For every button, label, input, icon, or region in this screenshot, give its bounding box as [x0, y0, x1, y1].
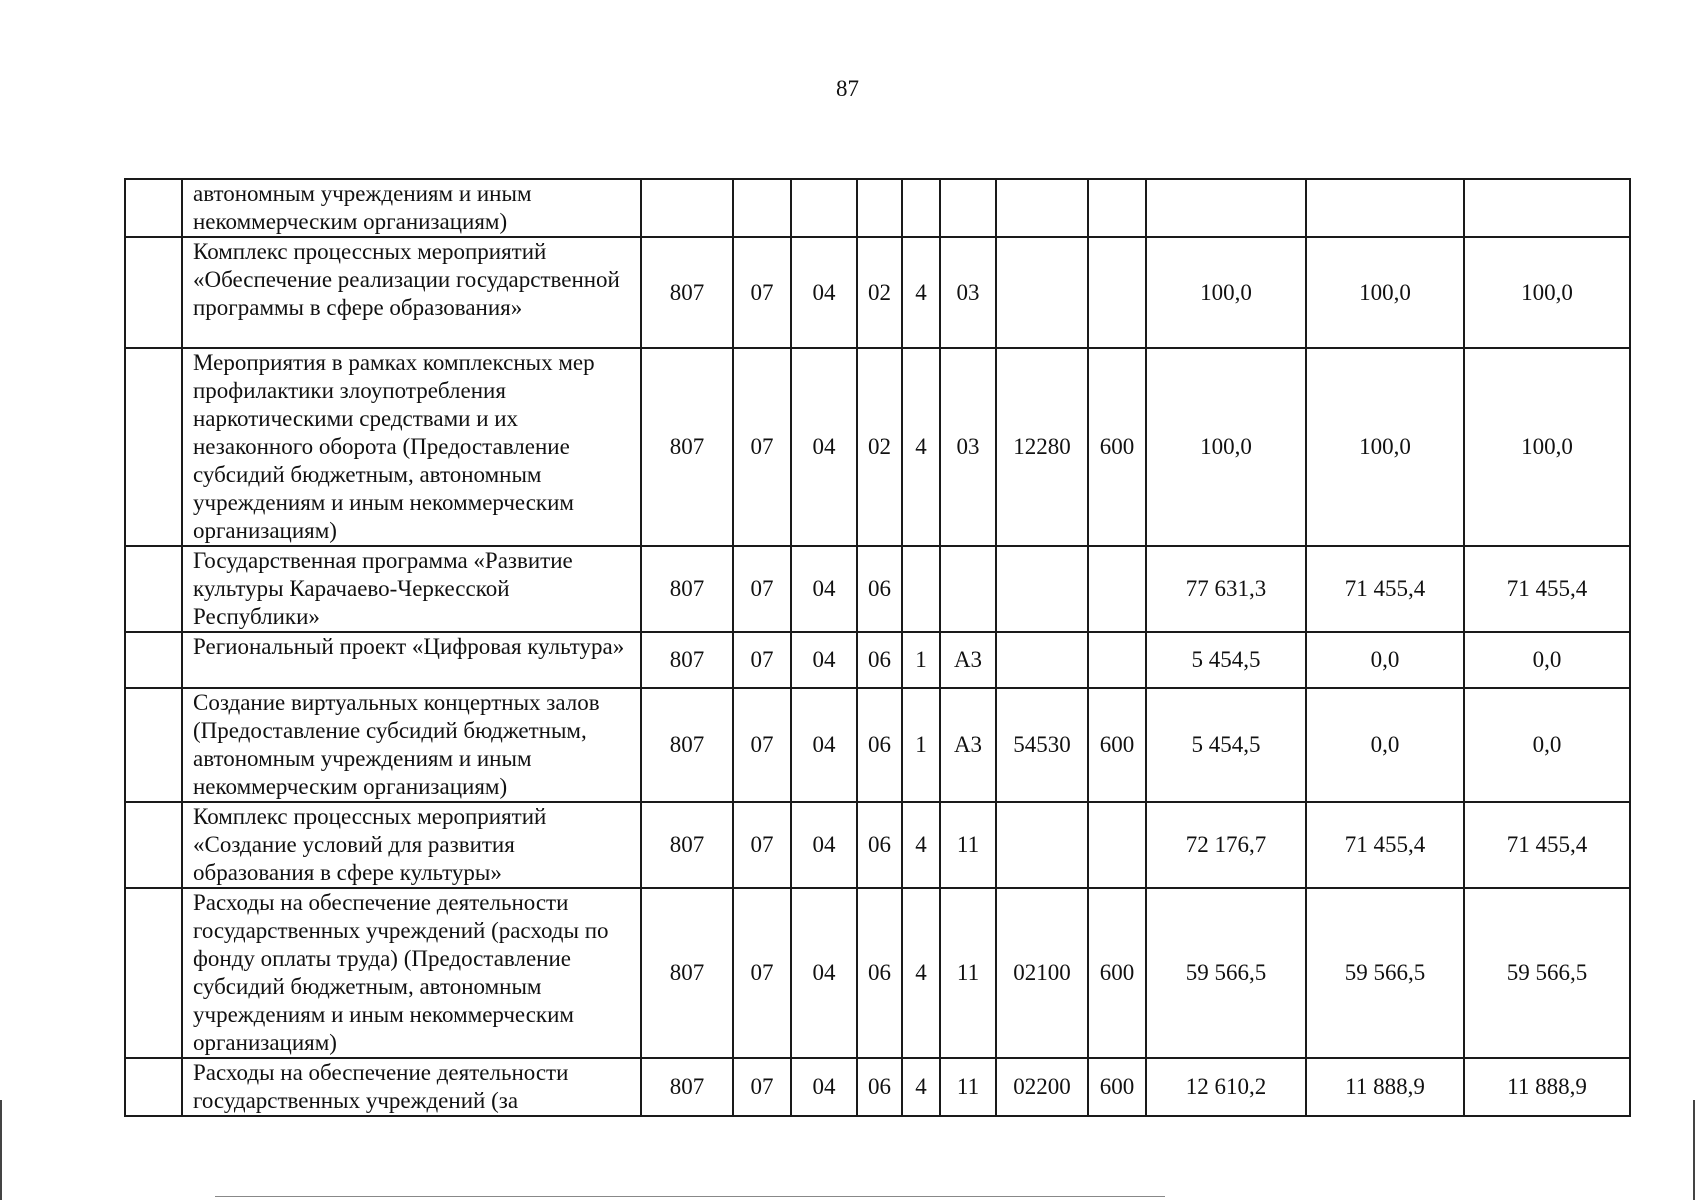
program-code-cell: 06	[857, 1058, 902, 1116]
table-row	[125, 688, 1630, 802]
direction-code-cell: 11	[940, 1058, 996, 1116]
table-row	[125, 888, 1630, 1058]
amount-year-3-cell	[1464, 179, 1630, 237]
admin-code-cell: 807	[641, 888, 733, 1058]
section-code-cell: 07	[733, 237, 791, 348]
admin-code-cell	[641, 179, 733, 237]
expense-type-code-cell	[1088, 632, 1146, 688]
amount-year-3-cell: 100,0	[1464, 237, 1630, 348]
admin-code-cell: 807	[641, 688, 733, 802]
admin-code-cell: 807	[641, 1058, 733, 1116]
target-code-cell	[996, 179, 1088, 237]
amount-year-1-cell: 5 454,5	[1146, 688, 1306, 802]
section-code-cell: 07	[733, 688, 791, 802]
amount-year-2-cell: 71 455,4	[1306, 802, 1464, 888]
expense-type-code-cell	[1088, 179, 1146, 237]
section-code-cell: 07	[733, 888, 791, 1058]
page-number: 87	[836, 76, 859, 101]
table-row	[125, 237, 1630, 348]
amount-year-1-cell: 100,0	[1146, 237, 1306, 348]
program-code-cell: 06	[857, 688, 902, 802]
description-cell: автономным учреждениям и иным некоммерческим организациям)	[182, 179, 641, 237]
subprogram-code-cell: 4	[902, 348, 940, 546]
subsection-code-cell: 04	[791, 546, 857, 632]
program-code-cell: 02	[857, 348, 902, 546]
amount-year-1-cell: 59 566,5	[1146, 888, 1306, 1058]
subsection-code-cell: 04	[791, 237, 857, 348]
amount-year-2-cell: 11 888,9	[1306, 1058, 1464, 1116]
description-cell: Комплекс процессных мероприятий «Обеспечение реализации государственной программы в сфере образования»	[182, 237, 641, 348]
amount-year-3-cell: 0,0	[1464, 632, 1630, 688]
row-index-cell	[125, 1058, 182, 1116]
program-code-cell: 02	[857, 237, 902, 348]
amount-year-3-cell: 0,0	[1464, 688, 1630, 802]
target-code-cell: 54530	[996, 688, 1088, 802]
expense-type-code-cell	[1088, 802, 1146, 888]
program-code-cell: 06	[857, 802, 902, 888]
direction-code-cell: А3	[940, 632, 996, 688]
amount-year-1-cell: 77 631,3	[1146, 546, 1306, 632]
amount-year-1-cell	[1146, 179, 1306, 237]
subprogram-code-cell	[902, 179, 940, 237]
target-code-cell	[996, 546, 1088, 632]
target-code-cell: 12280	[996, 348, 1088, 546]
subsection-code-cell: 04	[791, 802, 857, 888]
amount-year-2-cell	[1306, 179, 1464, 237]
direction-code-cell: 11	[940, 888, 996, 1058]
program-code-cell: 06	[857, 546, 902, 632]
target-code-cell: 02100	[996, 888, 1088, 1058]
target-code-cell	[996, 632, 1088, 688]
direction-code-cell: А3	[940, 688, 996, 802]
section-code-cell: 07	[733, 546, 791, 632]
description-cell: Государственная программа «Развитие культуры Карачаево-Черкесской Республики»	[182, 546, 641, 632]
subsection-code-cell: 04	[791, 888, 857, 1058]
row-index-cell	[125, 888, 182, 1058]
admin-code-cell: 807	[641, 348, 733, 546]
target-code-cell: 02200	[996, 1058, 1088, 1116]
expense-type-code-cell: 600	[1088, 688, 1146, 802]
amount-year-2-cell: 71 455,4	[1306, 546, 1464, 632]
table-row	[125, 802, 1630, 888]
subprogram-code-cell: 4	[902, 237, 940, 348]
amount-year-2-cell: 100,0	[1306, 348, 1464, 546]
amount-year-2-cell: 100,0	[1306, 237, 1464, 348]
row-index-cell	[125, 632, 182, 688]
subsection-code-cell: 04	[791, 1058, 857, 1116]
amount-year-1-cell: 12 610,2	[1146, 1058, 1306, 1116]
table-row	[125, 348, 1630, 546]
subsection-code-cell: 04	[791, 632, 857, 688]
direction-code-cell	[940, 179, 996, 237]
expense-type-code-cell	[1088, 237, 1146, 348]
program-code-cell: 06	[857, 888, 902, 1058]
program-code-cell	[857, 179, 902, 237]
scan-edge-mark	[0, 1100, 2, 1200]
expense-type-code-cell	[1088, 546, 1146, 632]
row-index-cell	[125, 348, 182, 546]
row-index-cell	[125, 802, 182, 888]
row-index-cell	[125, 546, 182, 632]
subprogram-code-cell: 4	[902, 888, 940, 1058]
amount-year-3-cell: 59 566,5	[1464, 888, 1630, 1058]
admin-code-cell: 807	[641, 632, 733, 688]
section-code-cell: 07	[733, 348, 791, 546]
description-cell: Региональный проект «Цифровая культура»	[182, 632, 641, 688]
subsection-code-cell: 04	[791, 688, 857, 802]
description-cell: Комплекс процессных мероприятий «Создание условий для развития образования в сфере культуры»	[182, 802, 641, 888]
row-index-cell	[125, 237, 182, 348]
table-row	[125, 179, 1630, 237]
direction-code-cell: 03	[940, 348, 996, 546]
direction-code-cell	[940, 546, 996, 632]
amount-year-3-cell: 71 455,4	[1464, 546, 1630, 632]
row-index-cell	[125, 179, 182, 237]
amount-year-3-cell: 100,0	[1464, 348, 1630, 546]
subprogram-code-cell: 4	[902, 1058, 940, 1116]
subsection-code-cell	[791, 179, 857, 237]
description-cell: Расходы на обеспечение деятельности государственных учреждений (расходы по фонду оплаты труда) (Предоставление субсидий бюджетным, автономным учреждениям и иным некоммерческим организациям)	[182, 888, 641, 1058]
amount-year-1-cell: 72 176,7	[1146, 802, 1306, 888]
table-row	[125, 632, 1630, 688]
subprogram-code-cell: 4	[902, 802, 940, 888]
amount-year-2-cell: 0,0	[1306, 632, 1464, 688]
program-code-cell: 06	[857, 632, 902, 688]
table-row	[125, 546, 1630, 632]
description-cell: Мероприятия в рамках комплексных мер профилактики злоупотребления наркотическими средствами и их незаконного оборота (Предоставление субсидий бюджетным, автономным учреждениям и иным некоммерческим организациям)	[182, 348, 641, 546]
admin-code-cell: 807	[641, 237, 733, 348]
section-code-cell: 07	[733, 802, 791, 888]
expense-type-code-cell: 600	[1088, 1058, 1146, 1116]
subprogram-code-cell: 1	[902, 632, 940, 688]
amount-year-2-cell: 59 566,5	[1306, 888, 1464, 1058]
section-code-cell: 07	[733, 632, 791, 688]
admin-code-cell: 807	[641, 802, 733, 888]
section-code-cell: 07	[733, 1058, 791, 1116]
direction-code-cell: 03	[940, 237, 996, 348]
table-row	[125, 1058, 1630, 1116]
subsection-code-cell: 04	[791, 348, 857, 546]
expense-type-code-cell: 600	[1088, 348, 1146, 546]
amount-year-1-cell: 5 454,5	[1146, 632, 1306, 688]
scan-edge-mark	[215, 1196, 1165, 1197]
row-index-cell	[125, 688, 182, 802]
expense-type-code-cell: 600	[1088, 888, 1146, 1058]
amount-year-2-cell: 0,0	[1306, 688, 1464, 802]
amount-year-3-cell: 71 455,4	[1464, 802, 1630, 888]
amount-year-1-cell: 100,0	[1146, 348, 1306, 546]
amount-year-3-cell: 11 888,9	[1464, 1058, 1630, 1116]
target-code-cell	[996, 237, 1088, 348]
target-code-cell	[996, 802, 1088, 888]
section-code-cell	[733, 179, 791, 237]
description-cell: Создание виртуальных концертных залов (Предоставление субсидий бюджетным, автономным учреждениям и иным некоммерческим организациям)	[182, 688, 641, 802]
direction-code-cell: 11	[940, 802, 996, 888]
subprogram-code-cell	[902, 546, 940, 632]
subprogram-code-cell: 1	[902, 688, 940, 802]
description-cell: Расходы на обеспечение деятельности государственных учреждений (за	[182, 1058, 641, 1116]
budget-table	[124, 178, 1631, 1117]
admin-code-cell: 807	[641, 546, 733, 632]
